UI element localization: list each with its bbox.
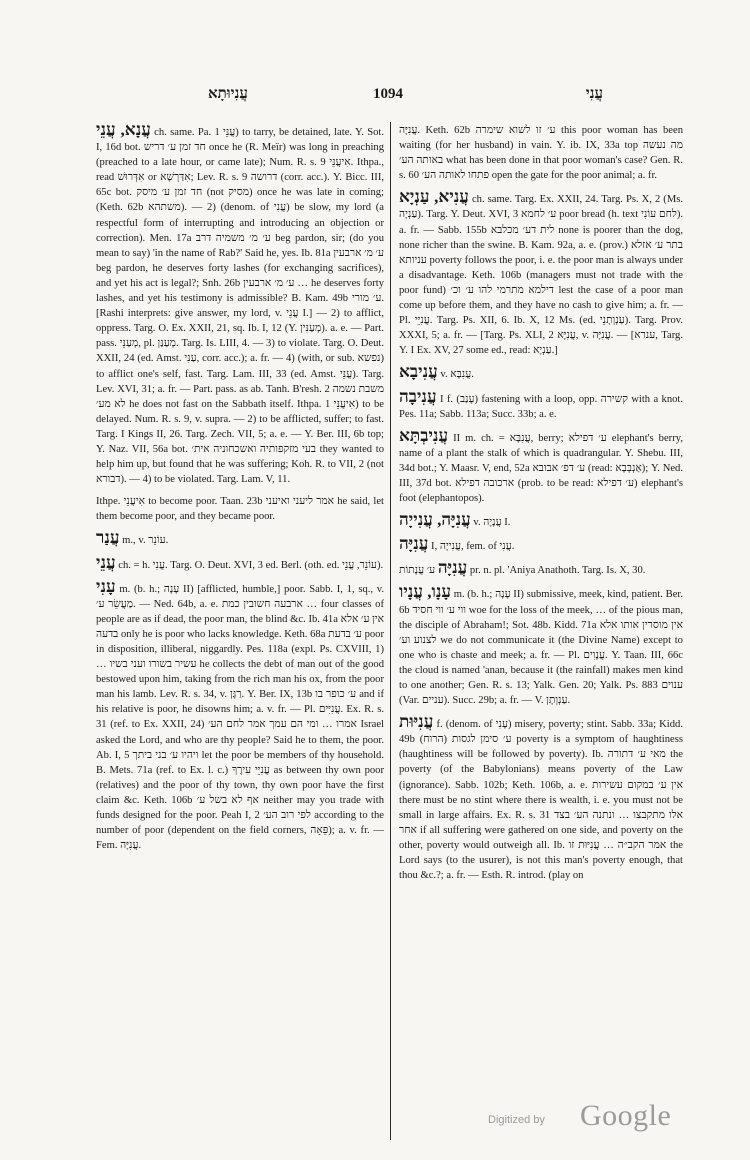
right-column	[399, 122, 683, 1142]
entry-headword: עֲנִיבְתָּא	[399, 425, 449, 445]
left-column	[96, 122, 384, 1142]
entry-headword: עֲנֵי	[96, 552, 116, 572]
dictionary-entry	[399, 536, 683, 554]
dictionary-entry	[399, 122, 683, 183]
entry-headword: עֲנִיָּה	[399, 534, 429, 554]
entry-text: f. (denom. of עָנִי) misery, poverty; stint. Sabb. 33a; Kidd. 49b ע׳ סימן לגסות (הרוח) poverty is a symptom of haughtiness (haughtiness will be followed by poverty). Ib. מאי ע׳ דתורה the poverty (of the Babylonians) means poverty of the Law (ignorance). Sabb. 102b; Keth. 106b, a. e. אין ע׳ במקום עשירות there must be no stint where there is wealth, i. e. you must not be small in large affairs. Ex. R. s. 31 אלו מתקבצו … ונתנה הע׳ בצד אחר if all suffering were gathered on one side, and poverty on the other, poverty would outweigh all. Ib. אמר הקב״ה … עֲנִיּוּת זו the Lord says (to the usurer), is not this man's poverty enough, that thou &c.?; a. fr. — Esth. R. introd. (play on	[399, 719, 683, 882]
entry-text: v. עֲנָיָה I.	[473, 517, 511, 529]
dictionary-entry	[96, 530, 384, 548]
entry-headword: עֲנַר	[96, 528, 120, 548]
entry-text: v. עֲנִבָּא.	[440, 369, 474, 381]
entry-headword: עֲנִיבָא	[399, 362, 438, 382]
entry-headword: עָנִי	[96, 576, 116, 596]
dictionary-entry	[399, 584, 683, 708]
entry-text: עֲנִיָּה. Keth. 62b ע׳ זו לשוא שימרה this poor woman has been waiting (for her husband) in vain. Y. ib. IX, 33a top מה נעשה באותה הע׳ what has been done in that poor woman's case? Gen. R. s. 60 פתחו לאותה הע׳ open the gate for the poor animal; a. fr.	[399, 125, 683, 182]
entry-headword: עֲנָא, עֲנֵי	[96, 122, 151, 139]
entry-text: ע׳ עֲנָתוֹת pr. n. pl. 'Aniya Anathoth. Targ. Is. X, 30.	[399, 565, 646, 577]
dictionary-entry	[399, 364, 683, 382]
page-number: 1094	[373, 86, 403, 102]
entry-headword: עֲנִיא, עַנְיָא	[399, 187, 469, 207]
dictionary-entry	[399, 512, 683, 530]
entry-text: ch. = h. עֲנִי. Targ. O. Deut. XVI, 3 ed. Berl. (oth. ed. עוֹנֵר, עֲנֵי).	[118, 559, 384, 571]
dictionary-entry	[399, 714, 683, 883]
running-head-right: עֲנִי	[585, 86, 603, 102]
dictionary-entry	[96, 493, 384, 524]
digitized-by-label: Digitized by	[488, 1114, 545, 1126]
entry-text: I f. (עָנַב) fastening with a loop, opp. קשירה with a knot. Pes. 11a; Sabb. 113a; Succ. 33b; a. e.	[399, 393, 683, 420]
running-head-left: עֲנִיוּתָא	[208, 86, 248, 102]
entry-headword: עָנָו, עֲנָיו	[399, 582, 452, 602]
column-divider	[390, 122, 391, 1140]
entry-text: m. (b. h.; עָנָה II) submissive, meek, kind, patient. Ber. 6b ווי ע׳ ווי חסיד woe for the loss of the meek, … of the pious man, the disciple of Abraham!; Sot. 48b. Kidd. 71a אין מוסרין אותו אלא לצנוע וע׳ we do not communicate it (the Divine Name) except to one who is chaste and meek; a. fr. — Pl. עֲנָוִים. Y. Taan. III, 66c the cloud is named 'anan, because it (the rainfall) makes men kind to one another; Gen. R. s. 13; Yalk. Gen. 20; Yalk. Ps. 883 ענוים (Var. עניים). Succ. 29b; a. fr. — V. עַנְוְתָן.	[399, 589, 683, 707]
entry-text: II m. ch. = עֲנִבָּא, berry; ע׳ דפילא elephant's berry, name of a plant the stalk of which is quadrangular. Y. Shebu. III, 34d bot.; Y. Maasr. V, end, 52a ע׳ דפ׳ אבובא (read: אַנְבְּבָא); Y. Ned. III, 37d bot. ארכובה דפילא (prob. to be read: ע׳ דפילא) elephant's foot (elephantopos).	[399, 432, 683, 505]
dictionary-entry	[96, 552, 384, 573]
entry-text: ch. same. Pa. עֲנֵּי 1) to tarry, be detained, late. Y. Sot. I, 16d bot. חד זמן ע׳ דריש once he (R. Meïr) was long in preaching (preached to a late hour, or came late); Num. R. s. 9 אִיעֲנֵּי. Ithpa., read אִדְּרוּשׁ or אִדַּרְשָׁא; Lev. R. s. 9 דרושה (corr. acc.). Y. Bicc. III, 65c bot. חד זמן ע׳ מיסק (not מסיק) once he was late in coming; (Keth. 62b משתהא). — 2) (denom. of עֲנִי) be slow, my lord (a respectful form of interrupting and introducing an objection or correction). Men. 17a ע׳ מ׳ משמיה דרב beg pardon, sir; (do you mean to say) 'in the name of Rab?' Said he, yes. Ib. 81a ע׳ מ׳ ארבעין beg pardon, he deserves forty lashes (for exchanging sacrifices), and yet his act is legal?; Snh. 26b ע׳ מ׳ ארבעין … he deserves forty lashes, and yet his testimony is admissible? B. Kam. 49b ע׳ מורי. [Rashi interprets: give answer, my lord, v. עֲנֵי I.] — 2) to afflict, oppress. Targ. O. Ex. XXII, 21, sq. Ib. I, 12 (Y. מְעַנִּין). a. e. — Part. pass. מְעַנֵּי, pl. מְעַנַּן. Targ. Is. LIII, 4. — 3) to violate. Targ. O. Deut. XXII, 24 (ed. Amst. עַנִּי, corr. acc.); a. fr. — 4) (with, or sub. נפשא) to afflict one's self, fast. Targ. Lam. III, 33 (ed. Amst. עֲנֵּי). Targ. Lev. XVI, 31; a. fr. — Part. pass. as ab. Tanh. B'resh. 2 משבת נשמה לא מע׳ he does not fast on the Sabbath itself. Ithpa. אִיעֲנֵּי 1) to be delayed. Num. R. s. 9, v. supra. — 2) to be afflicted, suffer; to fast. Targ. I Kings II, 26. Targ. Zech. VII, 5; a. e. — Y. Ber. III, 6b top; Y. Naz. VII, 56a bot. בעי מזקפותיה ואשכחוניה אית׳ they wanted to help him up, but found that he was suffering; Koh. R. to VII, 2 (not דבורא). — 4) to be violated. Targ. Lam. V, 11.	[96, 127, 384, 486]
entry-text: Ithpe. אִיעֲנֵי to become poor. Taan. 23b אמר ליעני ואיעני he said, let them become poor, and they became poor.	[96, 496, 384, 523]
entry-text: m. (b. h.; עָנָה II) [afflicted, humble,] poor. Sabb. I, 1, sq., v. מַעֲשֵׂר ע׳. — Ned. 64b, a. e. ארבעה חשובין כמת … four classes of people are as if dead, the poor man, the blind &c. Ib. 41a אין ע׳ אלא בדעה only he is poor who lacks knowledge. Keth. 68a ע׳ בדעת poor in disposition, illiberal, niggardly. Pes. 118a (expl. Ps. CXVIII, 1) … עשיר בשורו ועני בשיו he collects the debt of man out of the good bestowed upon him, taking from the rich man his ox, from the poor man his lamb. Lev. R. s. 34, v. רַגָּן. Y. Ber. IX, 13b ע׳ כופר בו and if his relative is poor, he disowns him; a. v. fr. — Pl. עֲנִיִּים. Ex. R. s. 31 (ref. to Ex. XXII, 24) אמרו … ומי הם עמך אמר לחם הע׳ Israel asked the Lord, and who are thy people? Said he to them, the poor. Ab. I, 5 ויהיו ע׳ בני ביתך let the poor be members of thy household. B. Mets. 71a (ref. to Ex. l. c.) עֲנִיֵּי עִירֶךָ as between thy own poor (relatives) and the poor of thy town, thy own poor have the first claim &c. Keth. 106b אף לא בשל ע׳ neither may you trade with funds designed for the poor. Peah I, 2 לפי רוב הע׳ according to the number of poor (dependent on the field corners, פֵּאָה); a. v. fr. — Fem. עֲנִיָּה.	[96, 583, 384, 852]
entry-headword: עֲנִיבָה	[399, 386, 437, 406]
entry-text: ch. same. Targ. Ex. XXII, 24. Targ. Ps. X, 2 (Ms. עַנְיָה). Targ. Y. Deut. XVI, 3 ע׳ לחמא poor bread (h. text לחם עוֹנִי). a. fr. — Sabb. 155b לית דע׳ מכלבא none is poorer than the dog, none richer than the swine. B. Kam. 92a, a. e. (prov.) בתר ע׳ אזלא עניותא poverty follows the poor, i. e. the poor man is always under a disadvantage. Keth. 106b (managers must not trade with the poor fund) דילמא מתרמי להו ע׳ וכ׳ lest the case of a poor man come up before them, and they have no cash to give him; a. fr. — Pl. עֲנִיֵּי. Targ. Ps. XII, 6. Ib. X, 12 Ms. (ed. עַנְוְתָנֵי). Targ. Prov. XXXI, 5; a. fr. — [Targ. Ps. XLI, 2 עֲנִיָּא, v. עֲנִיָּה. — [ענרא, Targ. Y. I Ex. XV, 27 some ed., read: עַנְיָא.]	[399, 194, 683, 357]
google-watermark	[488, 1097, 688, 1137]
entry-headword: עֲנִיָּה, עֲנִייָה	[399, 510, 471, 530]
google-logo: Google	[580, 1099, 672, 1132]
dictionary-entry	[399, 386, 683, 422]
page-header	[88, 86, 688, 110]
dictionary-entry	[96, 122, 384, 487]
dictionary-entry	[96, 576, 384, 854]
entry-headword: עֲנִיּוּת	[399, 712, 434, 732]
entry-text: m., v. עוֹנֵר.	[122, 535, 169, 547]
dictionary-entry	[399, 425, 683, 506]
entry-text: I, עֲנִייָה, fem. of עֲנִי.	[431, 541, 515, 553]
dictionary-entry	[399, 189, 683, 358]
dictionary-entry	[399, 560, 683, 578]
entry-headword: עֲנִיָּה	[437, 558, 468, 578]
